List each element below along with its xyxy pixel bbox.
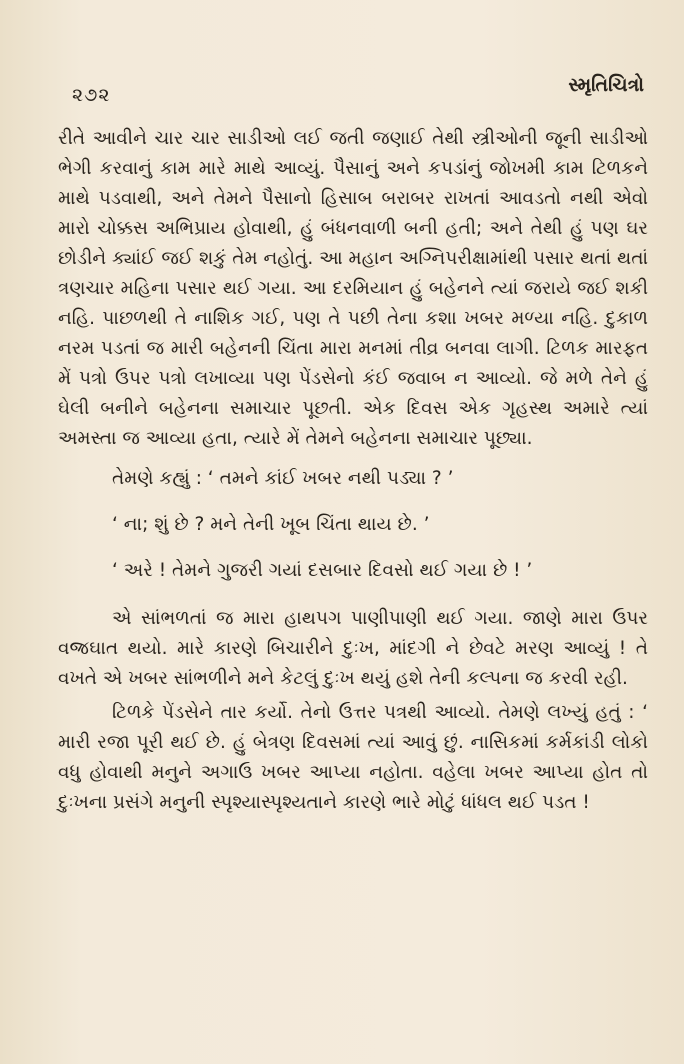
page-number: ૨૭૨ — [72, 84, 111, 106]
dialogue-line: ‘ ના; શું છે ? મને તેની ખૂબ ચિંતા થાય છે. ’ — [112, 514, 430, 535]
page-body — [58, 124, 648, 818]
paragraph: એ સાંભળતાં જ મારા હાથપગ પાણીપાણી થઈ ગયા. જાણે મારા ઉપર વજ્રઘાત થયો. મારે કારણે બિચારીને દુઃખ, માંદગી ને છેવટે મરણ આવ્યું ! તે વખતે એ ખબર સાંભળીને મને કેટલું દુઃખ થયું હશે તેની કલ્પના જ કરવી રહી. — [58, 608, 648, 689]
running-head: સ્મૃતિચિત્રો — [568, 74, 644, 96]
dialogue-line: તેમણે કહ્યું : ‘ તમને કાંઈ ખબર નથી પડ્યા ? ’ — [112, 468, 454, 489]
paragraph: રીતે આવીને ચાર ચાર સાડીઓ લઈ જતી જણાઈ તેથી સ્ત્રીઓની જૂની સાડીઓ ભેગી કરવાનું કામ મારે માથે આવ્યું. પૈસાનું અને કપડાંનું જોખમી કામ ટિળકને માથે પડવાથી, અને તેમને પૈસાનો હિસાબ બરાબર રાખતાં આવડતો નથી એવો મારો ચોક્કસ અભિપ્રાય હોવાથી, હું બંધનવાળી બની હતી; અને તેથી હું પણ ઘર છોડીને ક્યાંઈ જઈ શકું તેમ નહોતું. આ મહાન અગ્નિપરીક્ષામાંથી પસાર થતાં થતાં ત્રણચાર મહિના પસાર થઈ ગયા. આ દરમિયાન હું બહેનને ત્યાં જરાયે જઈ શકી નહિ. પાછળથી તે નાશિક ગઈ, પણ તે પછી તેના કશા ખબર મળ્યા નહિ. દુકાળ નરમ પડતાં જ મારી બહેનની ચિંતા મારા મનમાં તીવ્ર બનવા લાગી. ટિળક મારફત મેં પત્રો ઉપર પત્રો લખાવ્યા પણ પેંડસેનો કંઈ જવાબ ન આવ્યો. જે મળે તેને હું ઘેલી બનીને બહેનના સમાચાર પૂછતી. એક દિવસ એક ગૃહસ્થ અમારે ત્યાં અમસ્તા જ આવ્યા હતા, ત્યારે મેં તેમને બહેનના સમાચાર પૂછ્યા. — [58, 128, 648, 449]
paragraph: ટિળકે પેંડસેને તાર કર્યો. તેનો ઉત્તર પત્રથી આવ્યો. તેમણે લખ્યું હતું : ‘ મારી રજા પૂરી થઈ છે. હું બેત્રણ દિવસમાં ત્યાં આવું છું. નાસિકમાં કર્મકાંડી લોકો વધુ હોવાથી મનુને અગાઉ ખબર આપ્યા નહોતા. વહેલા ખબર આપ્યા હોત તો દુઃખના પ્રસંગે મનુની સ્પૃશ્યાસ્પૃશ્યતાને કારણે ભારે મોટું ધાંધલ થઈ પડત ! — [58, 702, 648, 813]
dialogue-line: ‘ અરે ! તેમને ગુજરી ગયાં દસબાર દિવસો થઈ ગયા છે ! ’ — [112, 560, 533, 581]
